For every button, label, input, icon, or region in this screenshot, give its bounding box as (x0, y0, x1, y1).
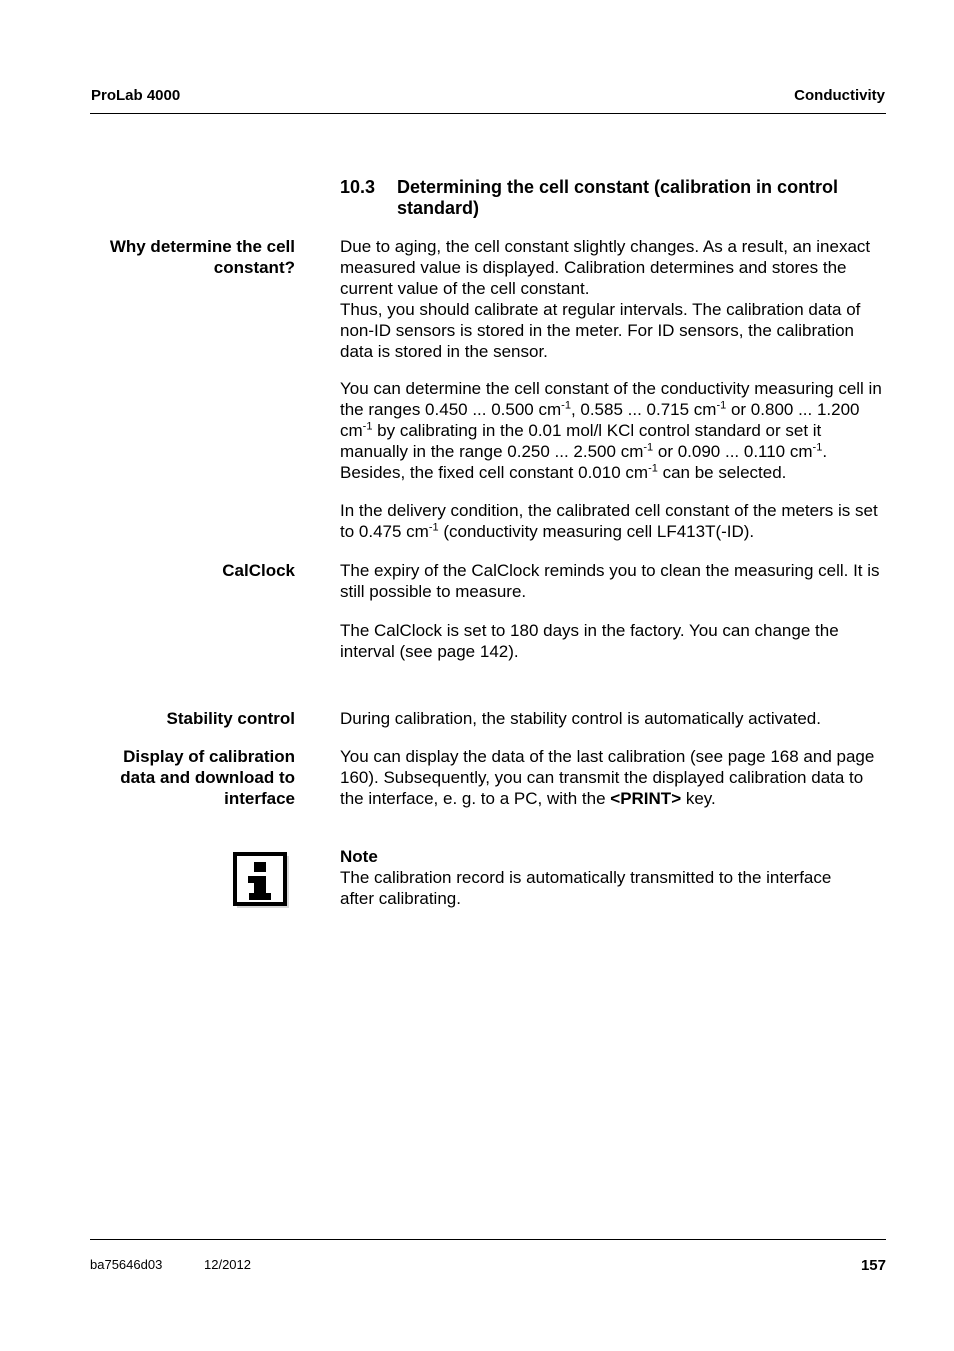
calclock-paragraph-2: The CalClock is set to 180 days in the factory. You can change the interval (see page 142). (340, 621, 839, 661)
note-text: The calibration record is automatically transmitted to the interface after calibrating. (340, 868, 832, 908)
calclock-label: CalClock (222, 561, 295, 580)
cell-constant-ranges-paragraph: You can determine the cell constant of the conductivity measuring cell in the ranges 0.450 ... 0.500 $cm^{-1}$, 0.585 ... 0.715 $cm^{-1}$ or 0.800 ... 1.200 $cm^{-1}$ by calibrating in the 0.01 mol/l KCl control standard or set it manually in the range 0.250 ... 2.500 $cm^{-1}$ or 0.090 ... 0.110 $cm^{-1}$. Besides, the fixed cell constant 0.010 $cm^{-1}$ can be selected. (340, 379, 882, 482)
calclock-paragraph-1: The expiry of the CalClock reminds you to clean the measuring cell. It is still possible to measure. (340, 561, 880, 601)
section-number: 10.3 (340, 177, 376, 197)
print-key: <PRINT> (610, 789, 682, 808)
header-product: ProLab 4000 (91, 87, 181, 104)
why-label: Why determine the cell constant? (109, 237, 295, 277)
note-title: Note (340, 847, 378, 866)
footer-rule (90, 1239, 886, 1240)
info-icon (233, 852, 289, 908)
header-rule (90, 113, 886, 114)
note-block (340, 846, 888, 909)
page-number: 157 (860, 1257, 886, 1274)
display-label: Display of calibration data and download to interface (120, 747, 295, 808)
why-paragraph-1: Due to aging, the cell constant slightly changes. As a result, an inexact measured value is displayed. Calibration determines and stores the current value of the cell constant. (340, 237, 871, 298)
stability-label: Stability control (166, 709, 295, 728)
delivery-condition-paragraph: In the delivery condition, the calibrated cell constant of the meters is set to 0.475 $cm^{-1}$ (conductivity measuring cell LF413T(-ID). (340, 501, 878, 541)
display-paragraph: You can display the data of the last calibration (see page 168 and page 160). Subsequently, you can transmit the displayed calibration data to the interface, e. g. to a PC, with the <PRINT> key. (340, 747, 875, 808)
why-paragraph-2: Thus, you should calibrate at regular intervals. The calibration data of non-ID sensors is stored in the meter. For ID sensors, the calibration data is stored in the sensor. (340, 300, 861, 361)
header-chapter: Conductivity (794, 87, 885, 104)
why-text (340, 236, 888, 362)
footer-doc-id: ba75646d03 (90, 1257, 163, 1272)
footer-date: 12/2012 (204, 1257, 251, 1272)
section-title: Determining the cell constant (calibration in control standard) (397, 177, 839, 218)
stability-paragraph: During calibration, the stability control is automatically activated. (340, 709, 821, 728)
